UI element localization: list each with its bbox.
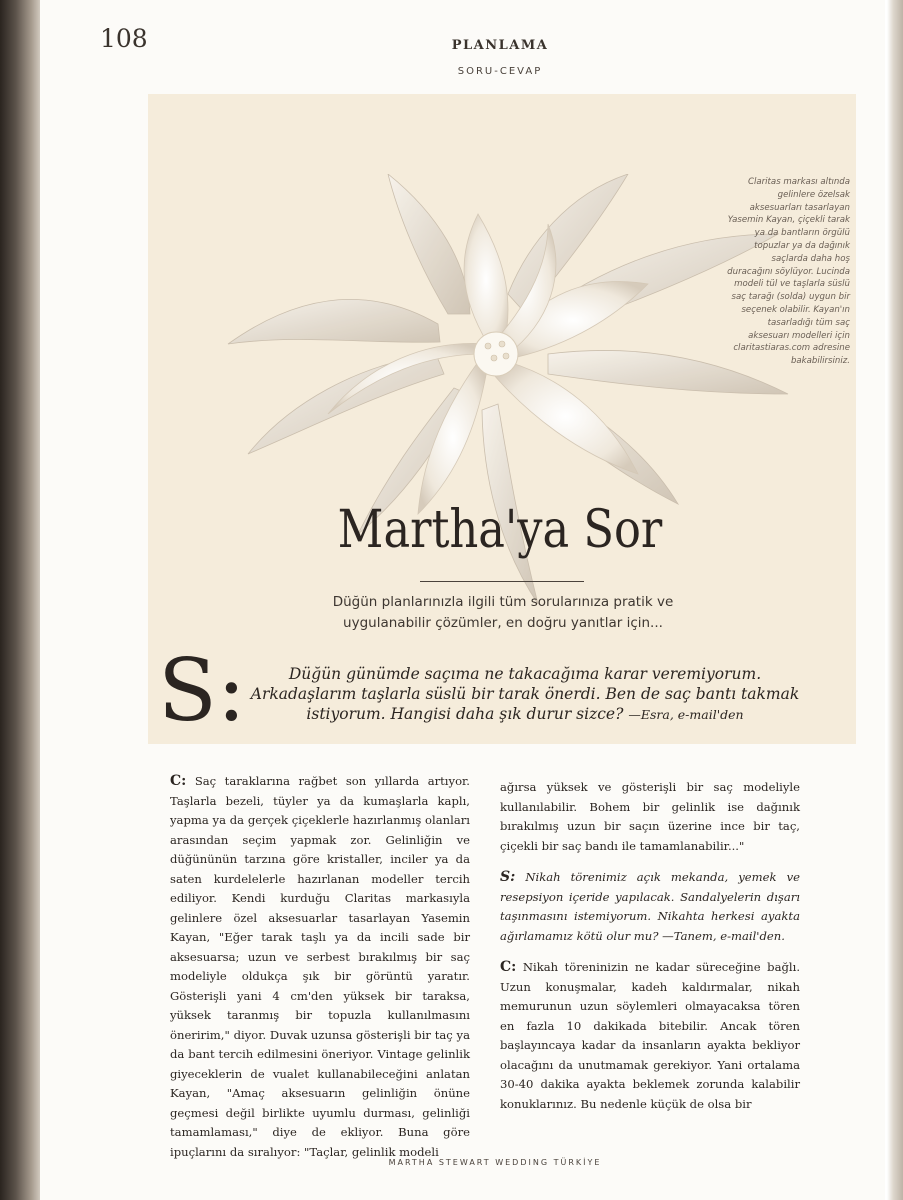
page-number: 108 xyxy=(100,24,148,53)
text-column-left xyxy=(170,772,470,1174)
question-initial: S: xyxy=(158,641,246,741)
answer-label: C: xyxy=(170,773,187,789)
article-title: Martha'ya Sor xyxy=(337,500,663,560)
answer-paragraph xyxy=(170,772,470,1162)
text-column-right xyxy=(500,778,800,1126)
featured-question-signature: —Esra, e-mail'den xyxy=(628,707,744,722)
second-answer-label: C: xyxy=(500,959,517,975)
page-footer: MARTHA STEWART WEDDING TÜRKİYE xyxy=(388,1158,602,1167)
second-question xyxy=(500,868,800,946)
question-label: S: xyxy=(500,869,516,885)
title-divider xyxy=(420,581,584,582)
article-intro: Düğün planlarınızla ilgili tüm sorularınıza pratik ve uygulanabilir çözümler, en doğru yanıtlar için... xyxy=(332,594,674,631)
page-edge-shadow xyxy=(887,0,903,1200)
second-question-text: Nikah törenimiz açık mekanda, yemek ve resepsiyon içeride yapılacak. Sandalyelerin dışarı taşınmasını istemiyorum. Nikahta herkesi ayakta ağırlamamız kötü olur mu? xyxy=(500,870,800,943)
second-answer-text: Nikah töreninizin ne kadar süreceğine bağlı. Uzun konuşmalar, kadeh kaldırmalar, nikah memurunun uzun söylemleri olmayacaksa tören en fazla 10 dakikada bitebilir. Ancak tören başlayıncaya kadar da insanların ayakta bekliyor olacağını da unutmamak gerekiyor. Yani ortalama 30-40 dakika ayakta beklemek zorunda kalabilir konuklarınız. Bu nedenle küçük de olsa bir xyxy=(500,960,800,1111)
featured-question-text: Düğün günümde saçıma ne takacağıma karar veremiyorum. Arkadaşlarım taşlarla süslü bir tarak önerdi. Ben de saç bantı takmak istiyorum. Hangisi daha şık durur sizce? xyxy=(250,665,800,723)
photo-caption: Claritas markası altında gelinlere özelsak aksesuarları tasarlayan Yasemin Kayan, çiçekli tarak ya da bantların örgülü topuzlar ya da dağınık saçlarda daha hoş duracağını söylüyor. Lucinda modeli tül ve taşlarla süslü saç tarağı (solda) uygun bir seçenek olabilir. Kayan'ın tasarladığı tüm saç aksesuarı modelleri için claritastiaras.com adresine bakabilirsiniz. xyxy=(727,177,850,367)
answer-continued: ağırsa yüksek ve gösterişli bir saç modeliyle kullanılabilir. Bohem bir gelinlik ise dağınık bırakılmış uzun bir saçın üzerine ince bir taç, çiçekli bir saç bandı ile tamamlanabilir..." xyxy=(500,780,800,853)
second-question-signature: —Tanem, e-mail'den. xyxy=(662,928,785,943)
section-heading: PLANLAMA xyxy=(451,38,549,53)
featured-question xyxy=(238,664,812,725)
subsection-heading: SORU-CEVAP xyxy=(457,66,543,77)
second-answer xyxy=(500,958,800,1114)
answer-text: Saç taraklarına rağbet son yıllarda artıyor. Taşlarla bezeli, tüyler ya da kumaşlarla kaplı, yapma ya da gerçek çiçeklerle hazırlanmış olanları arasından seçim yapmak zor. Gelinliğin ve düğününün tarzına göre kristaller, inciler ya da saten kurdelelerle hazırlanan modeller tercih ediliyor. Kendi kurduğu Claritas markasıyla gelinlere özel aksesuarlar tasarlayan Yasemin Kayan, "Eğer tarak taşlı ya da incili sade bir aksesuarsa; uzun ve serbest bırakılmış bir saç modeliyle oldukça şık bir görüntü yaratır. Gösterişli yani 4 cm'den yüksek bir taraksa, yüksek taranmış bir topuzla kullanılmasını öneririm," diyor. Duvak uzunsa gösterişli bir taç ya da bant tercih edilmesini öneriyor. Vintage gelinlik giyeceklerin de vualet kullanabileceğini anlatan Kayan, "Amaç aksesuarın gelinliğin önüne geçmesi değil birlikte uyumlu durması, gelinliği tamamlaması," diye de ekliyor. Buna göre ipuçlarını da sıralıyor: "Taçlar, gelinlik modeli xyxy=(170,774,470,1159)
